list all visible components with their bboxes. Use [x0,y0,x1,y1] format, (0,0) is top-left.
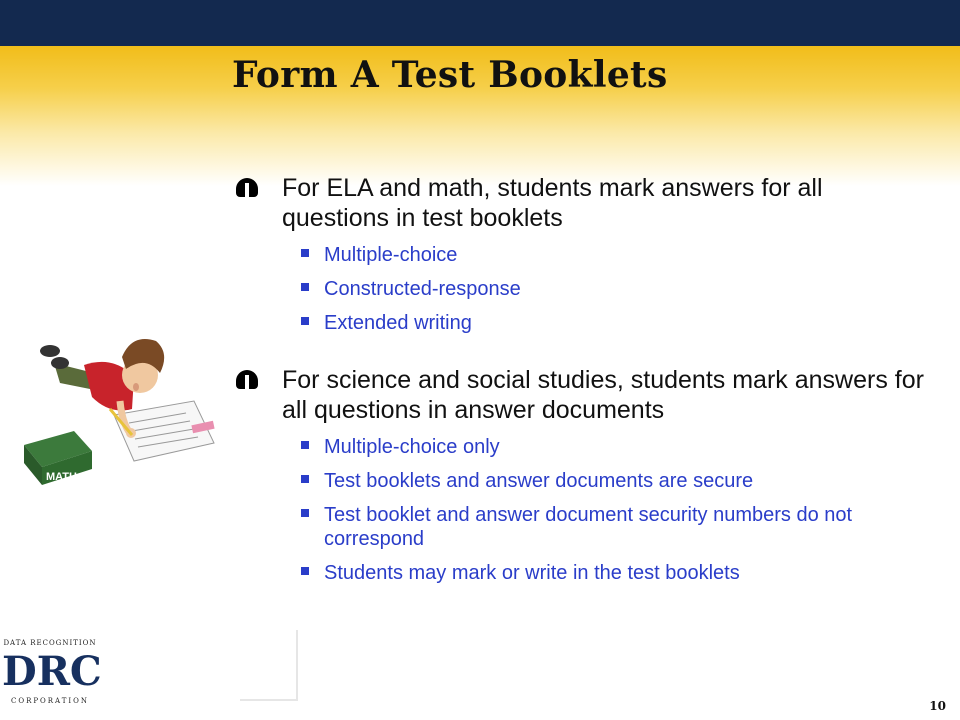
bullet-text: For ELA and math, students mark answers for all questions in test booklets [282,174,823,232]
sub-item [290,503,936,551]
bullet-marker-icon [236,370,258,389]
sub-item [290,277,936,301]
square-bullet-icon [301,317,309,325]
header-bar [0,0,960,46]
square-bullet-icon [301,509,309,517]
bullet-science-social [236,365,936,585]
sub-item-text: Constructed-response [324,278,521,300]
page-number: 10 [929,699,946,713]
sub-item [290,243,936,267]
sub-item-text: Extended writing [324,312,472,334]
sub-item [290,561,936,585]
logo-top-text: DATA RECOGNITION [3,639,97,647]
logo-main-text: DRC [2,648,102,695]
sub-list [290,435,936,585]
book-label: MATH [46,471,77,483]
square-bullet-icon [301,249,309,257]
sub-item-text: Test booklet and answer document security numbers do not correspond [324,504,853,550]
sub-item [290,311,936,335]
logo-bottom-text: CORPORATION [10,697,90,705]
student-studying-illustration [14,305,224,495]
square-bullet-icon [301,441,309,449]
sub-item-text: Students may mark or write in the test booklets [324,562,740,584]
slide-content [236,173,936,599]
sub-item-text: Test booklets and answer documents are secure [324,470,754,492]
decorative-line [296,630,298,700]
square-bullet-icon [301,283,309,291]
decorative-line [240,699,298,701]
square-bullet-icon [301,475,309,483]
bullet-ela-math [236,173,936,335]
sub-item-text: Multiple-choice only [324,436,500,458]
bullet-marker-icon [236,178,258,197]
sub-item [290,435,936,459]
sub-list [290,243,936,335]
drc-logo [0,639,100,711]
sub-item-text: Multiple-choice [324,244,458,266]
slide-title: Form A Test Booklets [232,54,668,96]
sub-item [290,469,936,493]
square-bullet-icon [301,567,309,575]
bullet-text: For science and social studies, students mark answers for all questions in answer documents [282,366,924,424]
